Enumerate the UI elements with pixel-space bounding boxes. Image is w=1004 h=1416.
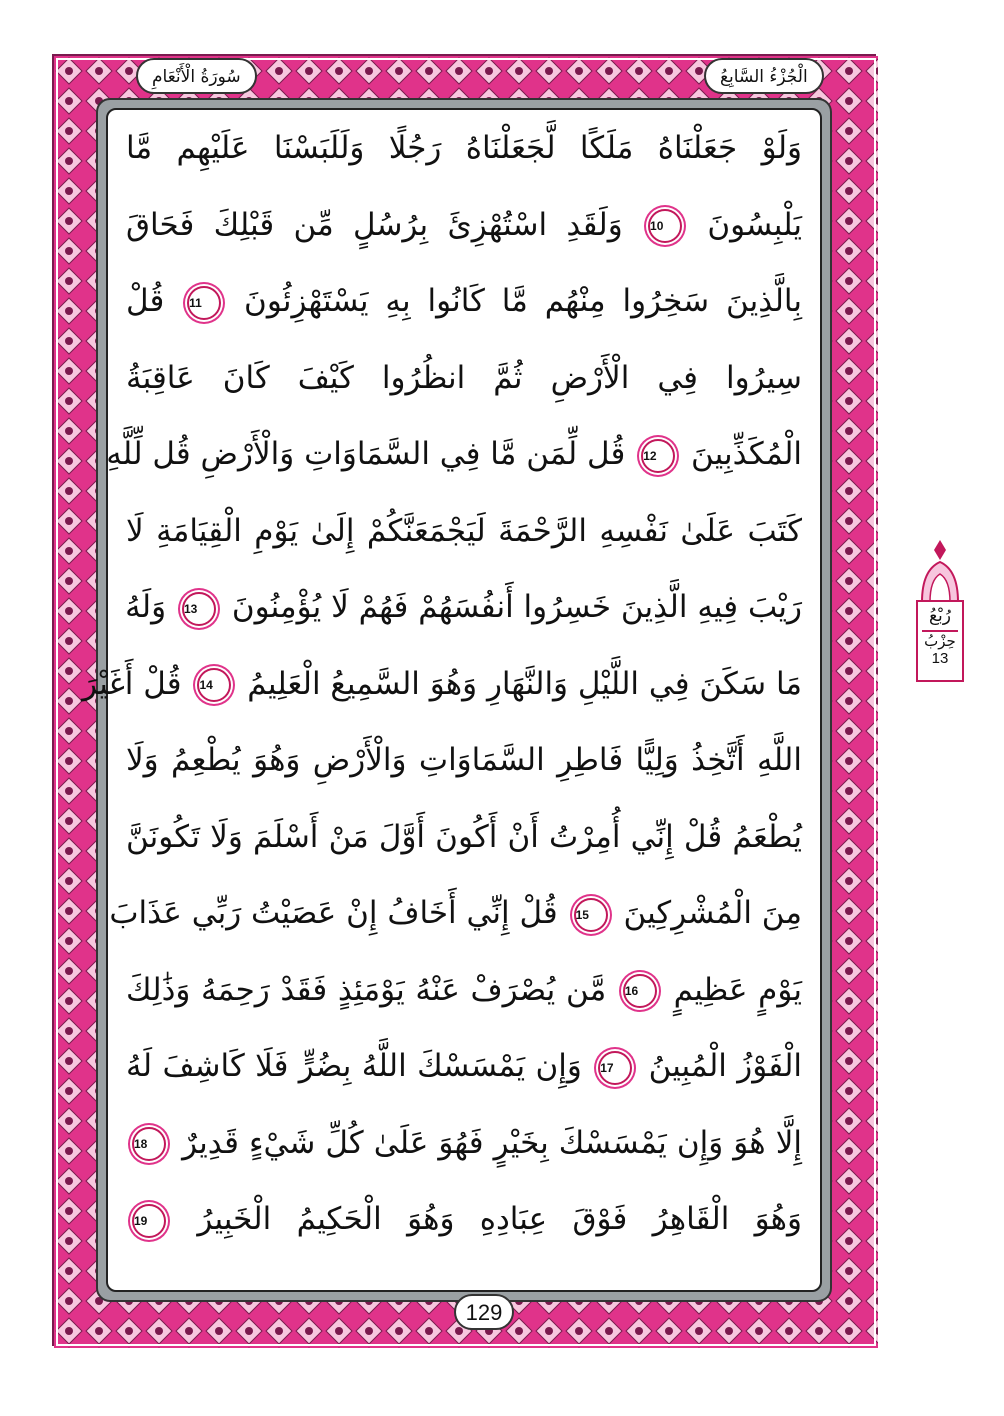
ornamental-frame — [52, 54, 876, 1346]
verse-text: الْفَوْزُ الْمُبِينُ — [648, 1048, 803, 1084]
verse-text: مِنَ الْمُشْرِكِينَ — [623, 895, 802, 931]
ayah-number-marker: 10 — [648, 209, 682, 243]
verse-line — [126, 960, 802, 1020]
verse-text: يَلْبِسُونَ — [707, 206, 802, 243]
ayah-number-marker: 11 — [187, 286, 221, 320]
verse-text: قُلْ إِنِّي أَخَافُ إِنْ عَصَيْتُ رَبِّي عَذَابَ — [109, 895, 558, 931]
verse-text: اللَّهِ أَتَّخِذُ وَلِيًّا فَاطِرِ السَّمَاوَاتِ وَالْأَرْضِ وَهُوَ يُطْعِمُ وَلَا — [126, 742, 802, 778]
verse-text: سِيرُوا فِي الْأَرْضِ ثُمَّ انظُرُوا كَيْفَ كَانَ عَاقِبَةُ — [126, 359, 802, 396]
verse-line — [109, 883, 802, 943]
inner-border — [82, 98, 832, 1302]
verse-line — [126, 807, 802, 867]
ayah-number-marker: 18 — [132, 1127, 166, 1161]
verse-line — [126, 348, 802, 408]
verse-text: وَهُوَ الْقَاهِرُ فَوْقَ عِبَادِهِ وَهُوَ الْحَكِيمُ الْخَبِيرُ — [197, 1201, 802, 1237]
verse-text: بِالَّذِينَ سَخِرُوا مِنْهُم مَّا كَانُوا بِهِ يَسْتَهْزِئُونَ — [244, 283, 803, 319]
verse-text: مَا سَكَنَ فِي اللَّيْلِ وَالنَّهَارِ وَهُوَ السَّمِيعُ الْعَلِيمُ — [247, 665, 802, 702]
ayah-number-marker: 19 — [132, 1204, 166, 1238]
hizb-label: حِزْبُ — [922, 630, 958, 650]
ayah-number-marker: 15 — [574, 898, 608, 932]
verse-text: يُطْعَمُ قُلْ إِنِّي أُمِرْتُ أَنْ أَكُونَ أَوَّلَ مَنْ أَسْلَمَ وَلَا تَكُونَنَّ — [126, 818, 802, 855]
hizb-number: 13 — [931, 650, 949, 667]
verse-text: مَّن يُصْرَفْ عَنْهُ يَوْمَئِذٍ فَقَدْ رَحِمَهُ وَذَٰلِكَ — [126, 971, 607, 1008]
verse-text: وَلَهُ — [125, 589, 167, 625]
verse-line — [82, 654, 802, 714]
verse-text: وَإِن يَمْسَسْكَ اللَّهُ بِضُرٍّ فَلَا كَاشِفَ لَهُ — [126, 1048, 582, 1084]
hizb-margin-marker — [914, 540, 966, 682]
verse-text: كَتَبَ عَلَىٰ نَفْسِهِ الرَّحْمَةَ لَيَجْمَعَنَّكُمْ إِلَىٰ يَوْمِ الْقِيَامَةِ لَا — [126, 512, 802, 549]
ayah-number-marker: 14 — [197, 668, 231, 702]
juz-header-label: الْجُزْءُ السَّابِعُ — [704, 58, 824, 94]
surah-header-label: سُورَةُ الْأَنْعَامِ — [136, 58, 257, 94]
page-number: 129 — [454, 1294, 514, 1330]
verse-line — [106, 424, 802, 484]
verse-text: وَلَقَدِ اسْتُهْزِئَ بِرُسُلٍ مِّن قَبْلِكَ فَحَاقَ — [126, 206, 623, 243]
verse-line — [126, 577, 802, 637]
verse-text: إِلَّا هُوَ وَإِن يَمْسَسْكَ بِخَيْرٍ فَهُوَ عَلَىٰ كُلِّ شَيْءٍ قَدِيرٌ — [182, 1124, 802, 1161]
quran-text-panel — [82, 108, 822, 1292]
ayah-number-marker: 13 — [182, 592, 216, 626]
verse-text: يَوْمٍ عَظِيمٍ — [673, 971, 802, 1008]
ayah-number-marker: 17 — [598, 1051, 632, 1085]
hizb-label-box — [916, 600, 964, 682]
ayah-number-marker: 16 — [623, 974, 657, 1008]
verse-line — [126, 730, 802, 790]
verse-text: رَيْبَ فِيهِ الَّذِينَ خَسِرُوا أَنفُسَهُمْ فَهُمْ لَا يُؤْمِنُونَ — [231, 589, 802, 625]
verse-text: قُلْ أَغَيْرَ — [82, 665, 182, 702]
verse-text: الْمُكَذِّبِينَ — [691, 436, 802, 472]
verse-line — [126, 195, 802, 255]
verse-line — [126, 1113, 802, 1173]
verse-line — [126, 501, 802, 561]
verse-line — [126, 118, 802, 178]
ayah-number-marker: 12 — [641, 439, 675, 473]
verse-line — [126, 1189, 802, 1249]
verse-text: وَلَوْ جَعَلْنَاهُ مَلَكًا لَّجَعَلْنَاهُ رَجُلًا وَلَلَبَسْنَا عَلَيْهِم مَّا — [126, 130, 802, 166]
verse-line — [126, 271, 802, 331]
hizb-ornament-icon — [914, 540, 966, 604]
verse-text: قُلْ — [126, 283, 165, 319]
rub-label: رُبْعُ — [929, 606, 951, 626]
verse-line — [126, 1036, 802, 1096]
verse-text: قُل لِّمَن مَّا فِي السَّمَاوَاتِ وَالْأَرْضِ قُل لِّلَّهِ — [106, 436, 626, 472]
